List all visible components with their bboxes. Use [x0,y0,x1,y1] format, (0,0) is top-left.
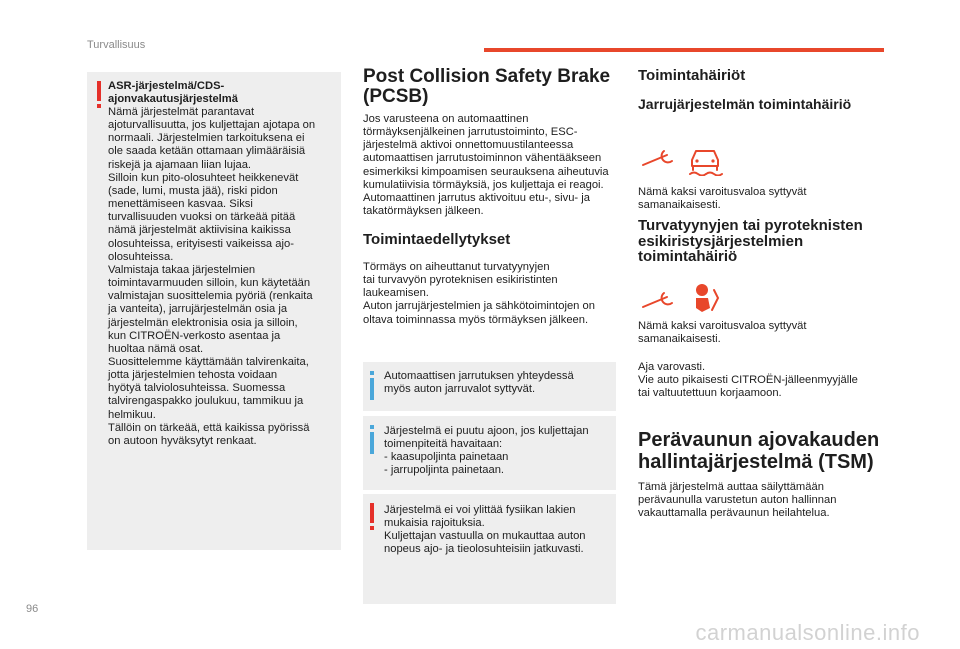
warning-icon [97,81,101,101]
tsm-title: Perävaunun ajovakauden hallintajärjestelmä (TSM) [638,429,880,473]
pcsb-body: Jos varusteena on automaattinen törmäyksenjälkeinen jarrutustoiminto, ESC- järjestelmä aktivoi onnettomuustilanteessa automaattisen jarrutustoiminnon vähentääkseen esimerkiksi kimpoamisen seurauksena aiheutuvia kumulatiivisia törmäyksiä, jos kuljettaja ei reagoi. Automaattinen jarrutus aktivoituu etu-, sivu- ja takatörmäyksen jälkeen. [363,113,609,218]
asr-title: ASR-järjestelmä/CDS- ajonvakautusjärjestelmä [108,80,238,106]
wrench-icon [640,287,682,313]
car-skid-icon [684,144,726,176]
page-number: 96 [26,603,39,615]
info-note-driver-action: Järjestelmä ei puutu ajoon, jos kuljettajan toimenpiteitä havaitaan: - kaasupoljinta painetaan - jarrupoljinta painetaan. [384,425,589,477]
wrench-icon [640,145,682,171]
malfunctions-title: Toimintahäiriöt [638,67,746,84]
header-accent-line [484,48,884,52]
warning-icon-dot [97,104,101,108]
conditions-body: Törmäys on aiheuttanut turvatyynyjen tai turvavyön pyroteknisen esikiristinten laukeamisen. Auton jarrujärjestelmien ja sähkötoimintojen on oltava toiminnassa myös törmäyksen jälkeen. [363,261,595,326]
warning-icon-dot [370,526,374,530]
info-icon [370,378,374,400]
warning-icon [370,503,374,523]
warning-physics-text: Järjestelmä ei voi ylittää fysiikan lakien mukaisia rajoituksia. Kuljettajan vastuulla on mukauttaa auton nopeus ajo- ja tieolosuhteisiin jatkuvasti. [384,504,586,556]
tsm-body: Tämä järjestelmä auttaa säilyttämään perävaunulla varustetun auton hallinnan vakauttamalla perävaunun heilahtelua. [638,481,837,520]
watermark: carmanualsonline.info [695,620,920,645]
airbag-malfunction-text: Nämä kaksi varoitusvaloa syttyvät samanaikaisesti. [638,320,807,346]
pcsb-title: Post Collision Safety Brake (PCSB) [363,66,611,107]
info-icon-dot [370,425,374,429]
brake-malfunction-text: Nämä kaksi varoitusvaloa syttyvät samanaikaisesti. [638,186,807,212]
airbag-icon [688,282,724,316]
asr-body: Nämä järjestelmät parantavat ajoturvallisuutta, jos kuljettajan ajotapa on normaali. Järjestelmien tarkoituksena ei ole saada ketään ottamaan ylimääräisiä riskejä ja ajamaan liian lujaa. Silloin kun pito-olosuhteet heikkenevät (sade, lumi, musta jää), riski pidon menettämiseen kasvaa. Siksi turvallisuuden vuoksi on tärkeää pitää nämä järjestelmät aktiivisina kaikissa olosuhteissa, erityisesti vaikeissa ajo- olosuhteissa. Valmistaja takaa järjestelmien toimintavarmuuden silloin, kun käytetään valmistajan suosittelemia pyöriä (renkaita ja vanteita), jarrujärjestelmän osia ja järjestelmän elektronisia osia ja silloin, kun CITROËN-verkosto asentaa ja huoltaa nämä osat. Suosittelemme käyttämään talvirenkaita, jotta järjestelmien tehosta voidaan hyötyä talviolosuhteissa. Suomessa talvirengaspakko joulukuu, tammikuu ja helmikuu. Tällöin on tärkeää, että kaikissa pyörissä on autoon hyväksytyt renkaat. [108,106,316,447]
malfunction-advice: Aja varovasti. Vie auto pikaisesti CITROËN-jälleenmyyjälle tai valtuutettuun korjaamoon. [638,361,858,400]
airbag-malfunction-title: Turvatyynyjen tai pyroteknisten esikiristysjärjestelmien toimintahäiriö [638,217,863,265]
conditions-title: Toimintaedellytykset [363,231,511,248]
info-icon-dot [370,371,374,375]
section-header: Turvallisuus [87,39,146,51]
brake-malfunction-title: Jarrujärjestelmän toimintahäiriö [638,96,852,112]
info-note-brake-lights: Automaattisen jarrutuksen yhteydessä myös auton jarruvalot syttyvät. [384,370,574,396]
info-icon [370,432,374,454]
